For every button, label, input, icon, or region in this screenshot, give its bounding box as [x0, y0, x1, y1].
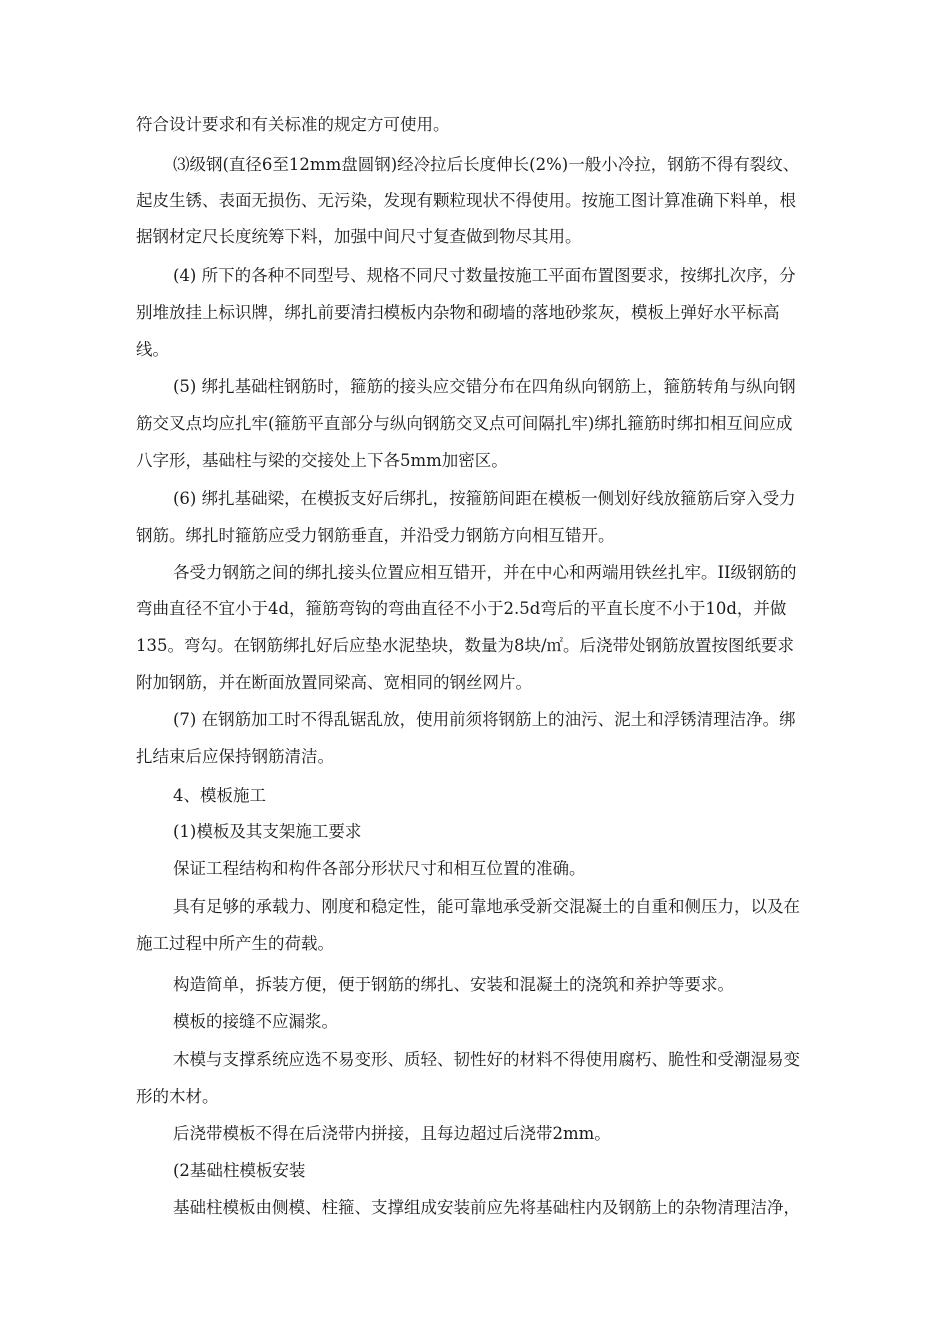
body-text-line: 基础柱模板由侧模、柱箍、支撑组成安装前应先将基础柱内及钢筋上的杂物清理洁净，: [173, 1198, 800, 1217]
subsection-heading: (1)模板及其支架施工要求: [173, 822, 362, 841]
body-text-line: 保证工程结构和构件各部分形状尺寸和相互位置的准确。: [173, 859, 586, 878]
body-text-line: 木模与支撑系统应选不易变形、质轻、韧性好的材料不得使用腐朽、脆性和受潮湿易变: [173, 1050, 800, 1069]
body-text-line: 后浇带模板不得在后浇带内拼接，且每边超过后浇带2mm。: [173, 1124, 611, 1143]
section-heading: 4、模板施工: [173, 786, 266, 805]
body-text-line: (6) 绑扎基础梁，在模扳支好后绑扎，按箍筋间距在模板一侧划好线放箍筋后穿入受力: [173, 489, 796, 508]
body-text-line: (5) 绑扎基础柱钢筋时，箍筋的接头应交错分布在四角纵向钢筋上，箍筋转角与纵向钢: [173, 377, 796, 396]
body-text-line: 各受力钢筋之间的绑扎接头位置应相互错开，并在中心和两端用铁丝扎牢。II级钢筋的: [173, 563, 797, 582]
body-text-line: 八字形，基础柱与梁的交接处上下各5mm加密区。: [136, 451, 508, 470]
body-text-line: 据钢材定尺长度统筹下料，加强中间尺寸复查做到物尽其用。: [136, 227, 582, 246]
body-text-line: 构造简单，拆装方便，便于钢筋的绑扎、安装和混凝土的浇筑和养护等要求。: [173, 975, 734, 994]
body-text-line: 筋交叉点均应扎牢(箍筋平直部分与纵向钢筋交叉点可间隔扎牢)绑扎箍筋时绑扣相互间应成: [136, 414, 793, 433]
body-text-line: 别堆放挂上标识牌，绑扎前要清扫模板内杂物和砌墙的落地砂浆灰，模板上弹好水平标高: [136, 303, 780, 322]
body-text-line: 弯曲直径不宜小于4d，箍筋弯钩的弯曲直径不小于2.5d弯后的平直长度不小于10d，并做: [136, 599, 787, 618]
body-text-line: 形的木材。: [136, 1087, 219, 1106]
body-text-line: 施工过程中所产生的荷载。: [136, 934, 334, 953]
body-text-line: 模板的接缝不应漏浆。: [173, 1012, 338, 1031]
body-text-line: 扎结束后应保持钢筋清洁。: [136, 747, 334, 766]
body-text-line: 具有足够的承载力、刚度和稳定性，能可靠地承受新交混凝土的自重和侧压力，以及在: [173, 897, 800, 916]
subsection-heading: (2基础柱模板安装: [173, 1161, 306, 1180]
body-text-line: 附加钢筋，并在断面放置同梁高、宽相同的钢丝网片。: [136, 673, 532, 692]
body-text-line: 钢筋。绑扎时箍筋应受力钢筋垂直，并沿受力钢筋方向相互错开。: [136, 526, 615, 545]
body-text-line: (7) 在钢筋加工时不得乱锯乱放，使用前须将钢筋上的油污、泥土和浮锈清理洁净。绑: [173, 710, 796, 729]
body-text-line: ⑶级钢(直径6至12mm盘圆钢)经冷拉后长度伸长(2%)一般小冷拉，钢筋不得有裂纹、: [173, 155, 800, 174]
body-text-line: 135。弯勾。在钢筋绑扎好后应垫水泥垫块，数量为8块/㎡。后浇带处钢筋放置按图纸要求: [136, 636, 795, 655]
body-text-line: 起皮生锈、表面无损伤、无污染，发现有颗粒现状不得使用。按施工图计算准确下料单，根: [136, 191, 796, 210]
body-text-line: 符合设计要求和有关标准的规定方可使用。: [136, 115, 450, 134]
body-text-line: (4) 所下的各种不同型号、规格不同尺寸数量按施工平面布置图要求，按绑扎次序，分: [173, 266, 796, 285]
body-text-line: 线。: [136, 340, 169, 359]
